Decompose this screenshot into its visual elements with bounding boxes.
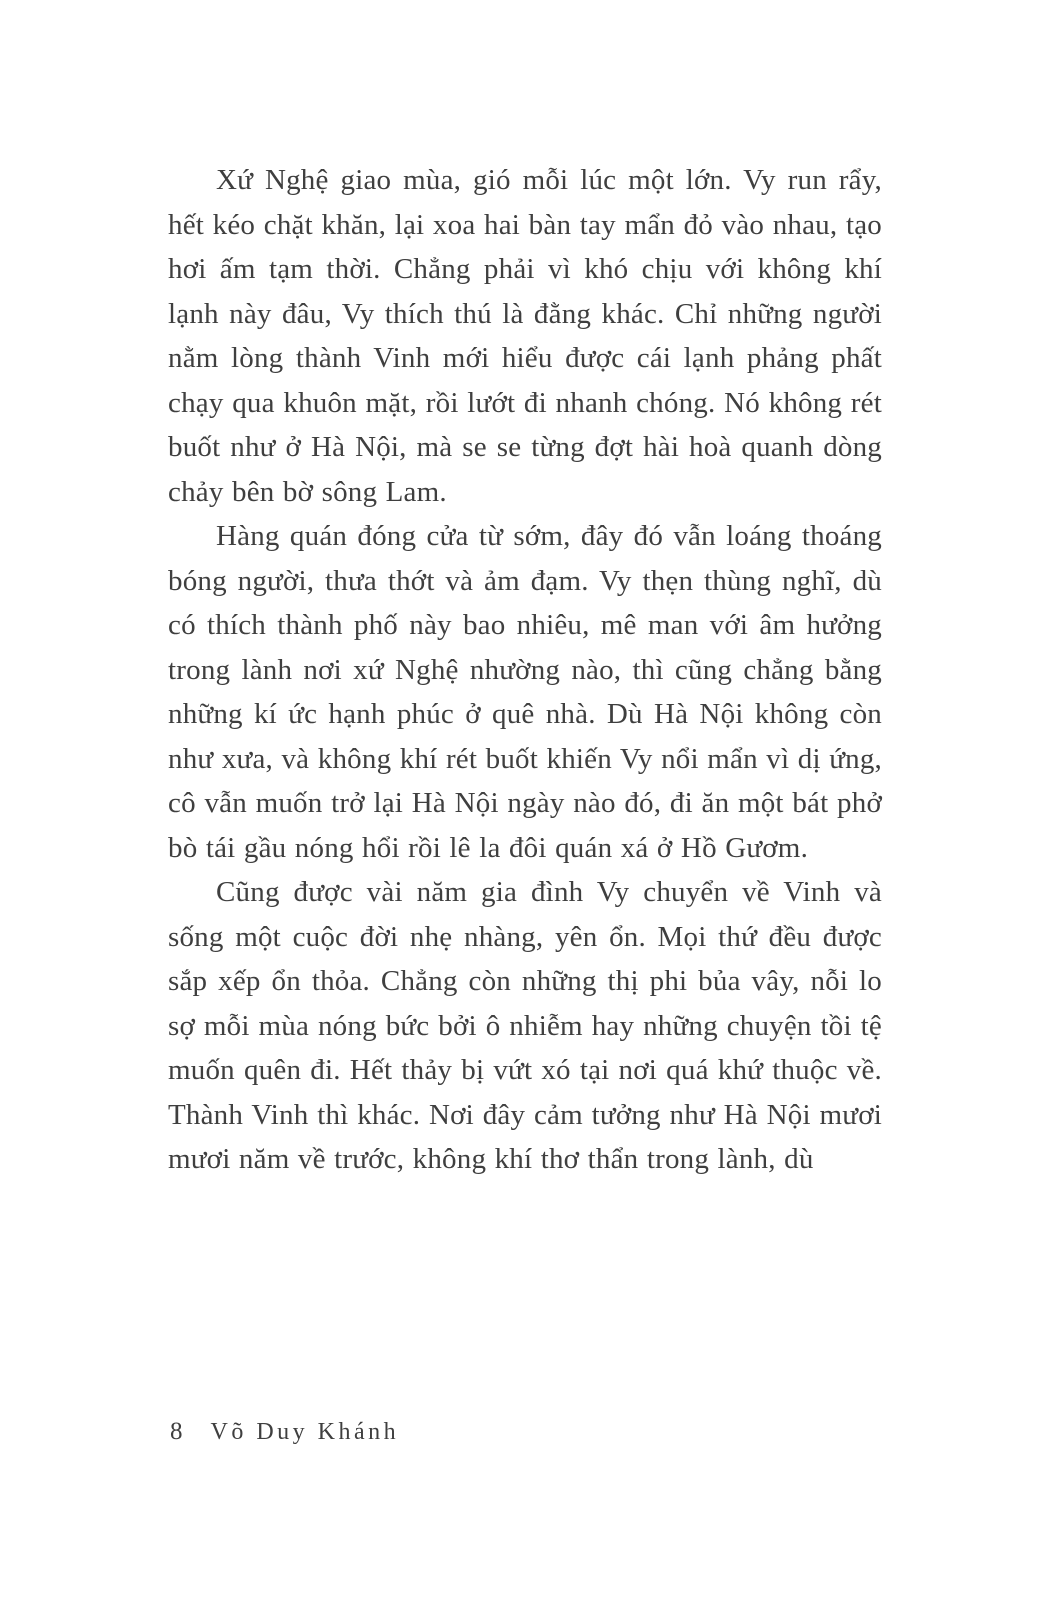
author-name: Võ Duy Khánh xyxy=(210,1419,400,1445)
paragraph-3: Cũng được vài năm gia đình Vy chuyển về Vinh và sống một cuộc đời nhẹ nhàng, yên ổn. Mọi thứ đều được sắp xếp ổn thỏa. Chẳng còn những thị phi bủa vây, nỗi lo sợ mỗi mùa nóng bức bởi ô nhiễm hay những chuyện tồi tệ muốn quên đi. Hết thảy bị vứt xó tại nơi quá khứ thuộc về. Thành Vinh thì khác. Nơi đây cảm tưởng như Hà Nội mươi mươi năm về trước, không khí thơ thẩn trong lành, dù xyxy=(168,876,882,1175)
paragraph-2: Hàng quán đóng cửa từ sớm, đây đó vẫn loáng thoáng bóng người, thưa thớt và ảm đạm. Vy thẹn thùng nghĩ, dù có thích thành phố này bao nhiêu, mê man với âm hưởng trong lành nơi xứ Nghệ nhường nào, thì cũng chẳng bằng những kí ức hạnh phúc ở quê nhà. Dù Hà Nội không còn như xưa, và không khí rét buốt khiến Vy nổi mẩn vì dị ứng, cô vẫn muốn trở lại Hà Nội ngày nào đó, đi ăn một bát phở bò tái gầu nóng hổi rồi lê la đôi quán xá ở Hồ Gươm. xyxy=(168,520,882,864)
page-footer xyxy=(170,1418,399,1446)
paragraph-1: Xứ Nghệ giao mùa, gió mỗi lúc một lớn. Vy run rẩy, hết kéo chặt khăn, lại xoa hai bàn tay mẩn đỏ vào nhau, tạo hơi ấm tạm thời. Chẳng phải vì khó chịu với không khí lạnh này đâu, Vy thích thú là đằng khác. Chỉ những người nằm lòng thành Vinh mới hiểu được cái lạnh phảng phất chạy qua khuôn mặt, rồi lướt đi nhanh chóng. Nó không rét buốt như ở Hà Nội, mà se se từng đợt hài hoà quanh dòng chảy bên bờ sông Lam. xyxy=(168,164,882,508)
page-content xyxy=(168,158,882,1182)
page-number: 8 xyxy=(170,1418,183,1445)
